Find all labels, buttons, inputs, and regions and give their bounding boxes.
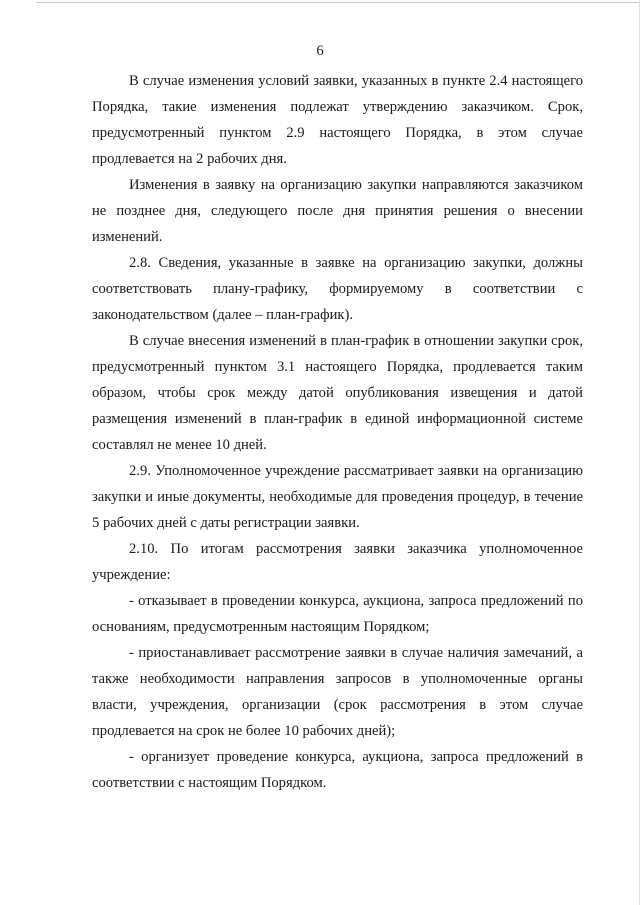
paragraph-9: - организует проведение конкурса, аукциона, запроса предложений в соответствии с настоящим Порядком. [92,749,583,791]
scan-top-edge [36,2,640,3]
paragraph-1: В случае изменения условий заявки, указанных в пункте 2.4 настоящего Порядка, такие изменения подлежат утверждению заказчиком. Срок, предусмотренный пунктом 2.9 настоящего Порядка, в этом случае продлевается на 2 рабочих дня. [92,73,583,167]
paragraph-2: Изменения в заявку на организацию закупки направляются заказчиком не позднее дня, следующего после дня принятия решения о внесении изменений. [92,177,583,245]
paragraph-5: 2.9. Уполномоченное учреждение рассматривает заявки на организацию закупки и иные документы, необходимые для проведения процедур, в течение 5 рабочих дней с даты регистрации заявки. [92,463,583,531]
paragraph-7: - отказывает в проведении конкурса, аукциона, запроса предложений по основаниям, предусмотренным настоящим Порядком; [92,593,583,635]
paragraph-6: 2.10. По итогам рассмотрения заявки заказчика уполномоченное учреждение: [92,541,583,583]
paragraph-4: В случае внесения изменений в план-график в отношении закупки срок, предусмотренный пунктом 3.1 настоящего Порядка, продлевается таким образом, чтобы срок между датой опубликования извещения и датой размещения изменений в план-график в единой информационной системе составлял не менее 10 дней. [92,333,583,453]
document-body [92,68,583,796]
page-number: 6 [316,43,324,59]
paragraph-3: 2.8. Сведения, указанные в заявке на организацию закупки, должны соответствовать плану-графику, формируемому в соответствии с законодательством (далее – план-график). [92,255,583,323]
paragraph-8: - приостанавливает рассмотрение заявки в случае наличия замечаний, а также необходимости направления запросов в уполномоченные органы власти, учреждения, организации (срок рассмотрения в этом случае продлевается на срок не более 10 рабочих дней); [92,645,583,739]
